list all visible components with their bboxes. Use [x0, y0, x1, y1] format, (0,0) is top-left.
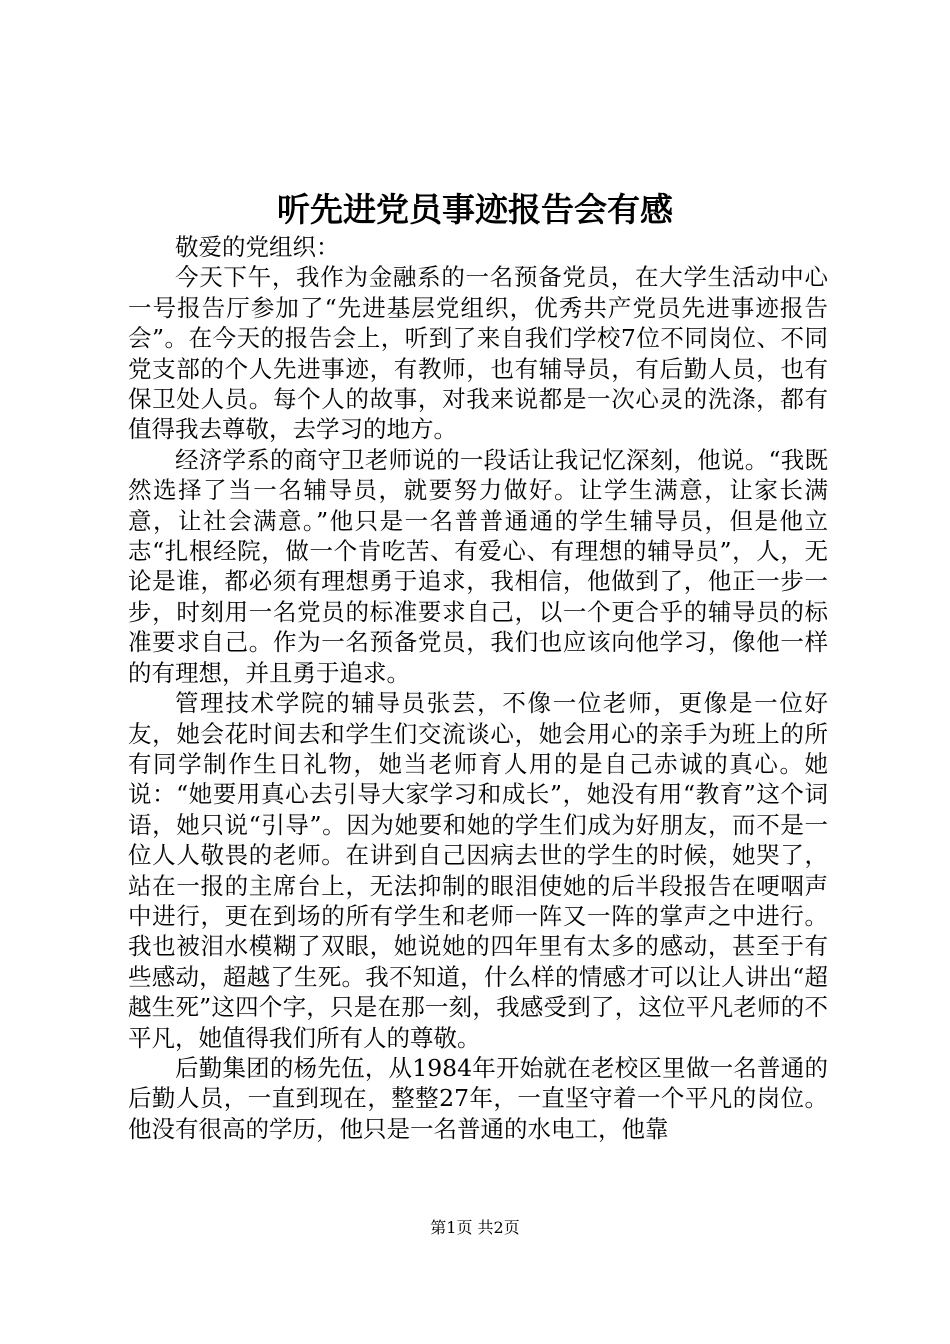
- document-title: 听先进党员事迹报告会有感: [277, 190, 673, 229]
- paragraph-1: 今天下午，我作为金融系的一名预备党员，在大学生活动中心一号报告厅参加了“先进基层党组织，优秀共产党员先进事迹报告会”。在今天的报告会上，听到了来自我们学校7位不同岗位、不同党支部的个人先进事迹，有教师，也有辅导员，有后勤人员，也有保卫处人员。每个人的故事，对我来说都是一次心灵的洗涤，都有值得我去尊敬，去学习的地方。: [128, 263, 828, 444]
- page-footer: 第1页 共2页: [430, 1218, 520, 1237]
- paragraph-3: 管理技术学院的辅导员张芸，不像一位老师，更像是一位好友，她会花时间去和学生们交流谈心，她会用心的亲手为班上的所有同学制作生日礼物，她当老师育人用的是自己赤诚的真心。她说：“她要用真心去引导大家学习和成长”，她没有用“教育”这个词语，她只说“引导”。因为她要和她的学生们成为好朋友，而不是一位人人敬畏的老师。在讲到自己因病去世的学生的时候，她哭了，站在一报的主席台上，无法抑制的眼泪使她的后半段报告在哽咽声中进行，更在到场的所有学生和老师一阵又一阵的掌声之中进行。我也被泪水模糊了双眼，她说她的四年里有太多的感动，甚至于有些感动，超越了生死。我不知道，什么样的情感才可以让人讲出“超越生死”这四个字，只是在那一刻，我感受到了，这位平凡老师的不平凡，她值得我们所有人的尊敬。: [128, 689, 828, 1052]
- paragraph-2: 经济学系的商守卫老师说的一段话让我记忆深刻，他说。“我既然选择了当一名辅导员，就要努力做好。让学生满意，让家长满意，让社会满意。”他只是一名普普通通的学生辅导员，但是他立志“扎根经院，做一个肯吃苦、有爱心、有理想的辅导员”，人，无论是谁，都必须有理想勇于追求，我相信，他做到了，他正一步一步，时刻用一名党员的标准要求自己，以一个更合乎的辅导员的标准要求自己。作为一名预备党员，我们也应该向他学习，像他一样的有理想，并且勇于追求。: [128, 445, 828, 687]
- paragraph-4: 后勤集团的杨先伍，从1984年开始就在老校区里做一名普通的后勤人员，一直到现在，整整27年，一直坚守着一个平凡的岗位。他没有很高的学历，他只是一名普通的水电工，他靠: [128, 1053, 828, 1143]
- document-body: [128, 232, 828, 1144]
- salutation: 敬爱的党组织：: [175, 233, 340, 261]
